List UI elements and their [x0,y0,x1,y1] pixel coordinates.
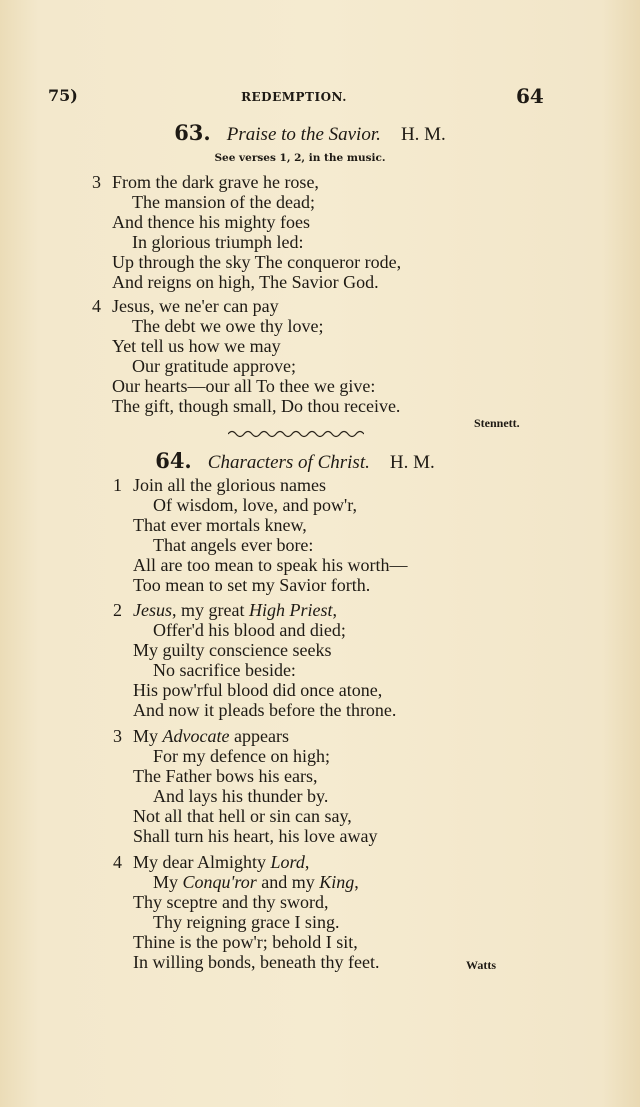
text-run: In willing bonds, beneath thy feet. [133,952,380,972]
text-run: His pow'rful blood did once atone, [133,680,383,700]
hymn-number: 64. [155,448,192,473]
text-run: Offer'd his blood and died; [153,620,346,640]
text-run: and my [256,872,320,892]
verse-line [133,700,640,720]
verse-line: Our hearts—our all To thee we give: [112,376,376,396]
verse-line: In glorious triumph led: [132,232,304,252]
text-run: , [332,600,337,620]
verse-line [153,660,640,680]
hymn-63-verse-3 [0,172,640,292]
hymn-64-verse-4 [0,852,640,972]
hymn-63-title [0,120,620,146]
verse-line [133,952,640,972]
italic-text: High Priest [248,600,333,620]
hymn-64-title [0,448,590,474]
text-run: My dear Almighty [133,852,271,872]
verse-line [133,892,640,912]
verse-line [133,600,640,620]
verse-line [133,680,640,700]
attribution: Stennett. [474,416,520,430]
hymn-name: Praise to the Savior. [226,124,381,145]
running-head-left: 75) [48,86,78,105]
text-run: , my great [172,600,249,620]
verse-line [133,726,640,746]
verse-line: Join all the glorious names [133,475,326,495]
verse-line [133,852,640,872]
hymn-meter: H. M. [400,124,446,145]
verse-number: 3 [92,172,101,192]
hymn-63-verse-4 [0,296,640,416]
hymn-number: 63. [174,120,211,145]
text-run: , [304,852,310,872]
italic-text: Conqu'ror [182,872,257,892]
verse-line: Yet tell us how we may [112,336,281,356]
verse-line: Of wisdom, love, and pow'r, [153,495,357,515]
wavy-divider-ornament [228,428,364,440]
text-run: For my defence on high; [153,746,330,766]
text-run: The Father bows his ears, [133,766,318,786]
text-run: No sacrifice beside: [153,660,296,680]
verse-line [133,766,640,786]
running-head [0,86,640,110]
page-number: 64 [516,84,544,108]
verse-line [153,872,640,892]
verse-line: Too mean to set my Savior forth. [133,575,371,595]
verse-line [133,806,640,826]
verse-number: 2 [113,600,122,620]
verse-line [153,786,640,806]
text-run: And now it pleads before the throne. [133,700,397,720]
verse-number: 3 [113,726,122,746]
italic-text: Jesus [133,600,172,620]
verse-line: Jesus, we ne'er can pay [112,296,279,316]
italic-text: King [319,872,355,892]
verse-line: The mansion of the dead; [132,192,315,212]
verse-line: All are too mean to speak his worth— [133,555,408,575]
verse-line [133,640,640,660]
hymn-64-verse-1 [0,475,640,595]
verse-line: That angels ever bore: [153,535,314,555]
verse-line [133,932,640,952]
text-run: My guilty conscience seeks [133,640,332,660]
verse-line: And reigns on high, The Savior God. [112,272,379,292]
verse-line: Our gratitude approve; [132,356,296,376]
text-run: Thine is the pow'r; behold I sit, [133,932,358,952]
music-note: See verses 1, 2, in the music. [214,152,386,164]
verse-number: 4 [113,852,122,872]
text-run: Shall turn his heart, his love away [133,826,378,846]
hymn-64-verse-3 [0,726,640,846]
hymn-name: Characters of Christ. [207,452,370,473]
verse-line: That ever mortals knew, [133,515,307,535]
text-run: , [354,872,359,892]
running-head-title: REDEMPTION. [241,90,347,104]
verse-line: The debt we owe thy love; [132,316,324,336]
verse-line: The gift, though small, Do thou receive. [112,396,401,416]
verse-line [153,620,640,640]
attribution: Watts [466,958,496,972]
verse-line [133,826,640,846]
verse-line: And thence his mighty foes [112,212,310,232]
verse-number: 1 [113,475,122,495]
verse-line: From the dark grave he rose, [112,172,319,192]
verse-number: 4 [92,296,101,316]
text-run: Not all that hell or sin can say, [133,806,352,826]
text-run: Thy reigning grace I sing. [153,912,340,932]
text-run: Thy sceptre and thy sword, [133,892,329,912]
text-run: appears [229,726,289,746]
verse-line [153,746,640,766]
text-run: My [153,872,183,892]
text-run: My [133,726,163,746]
hymn-64-verse-2 [0,600,640,720]
verse-line [153,912,640,932]
hymn-meter: H. M. [389,452,435,473]
text-run: And lays his thunder by. [153,786,329,806]
italic-text: Advocate [162,726,230,746]
italic-text: Lord [270,852,305,872]
verse-line: Up through the sky The conqueror rode, [112,252,402,272]
